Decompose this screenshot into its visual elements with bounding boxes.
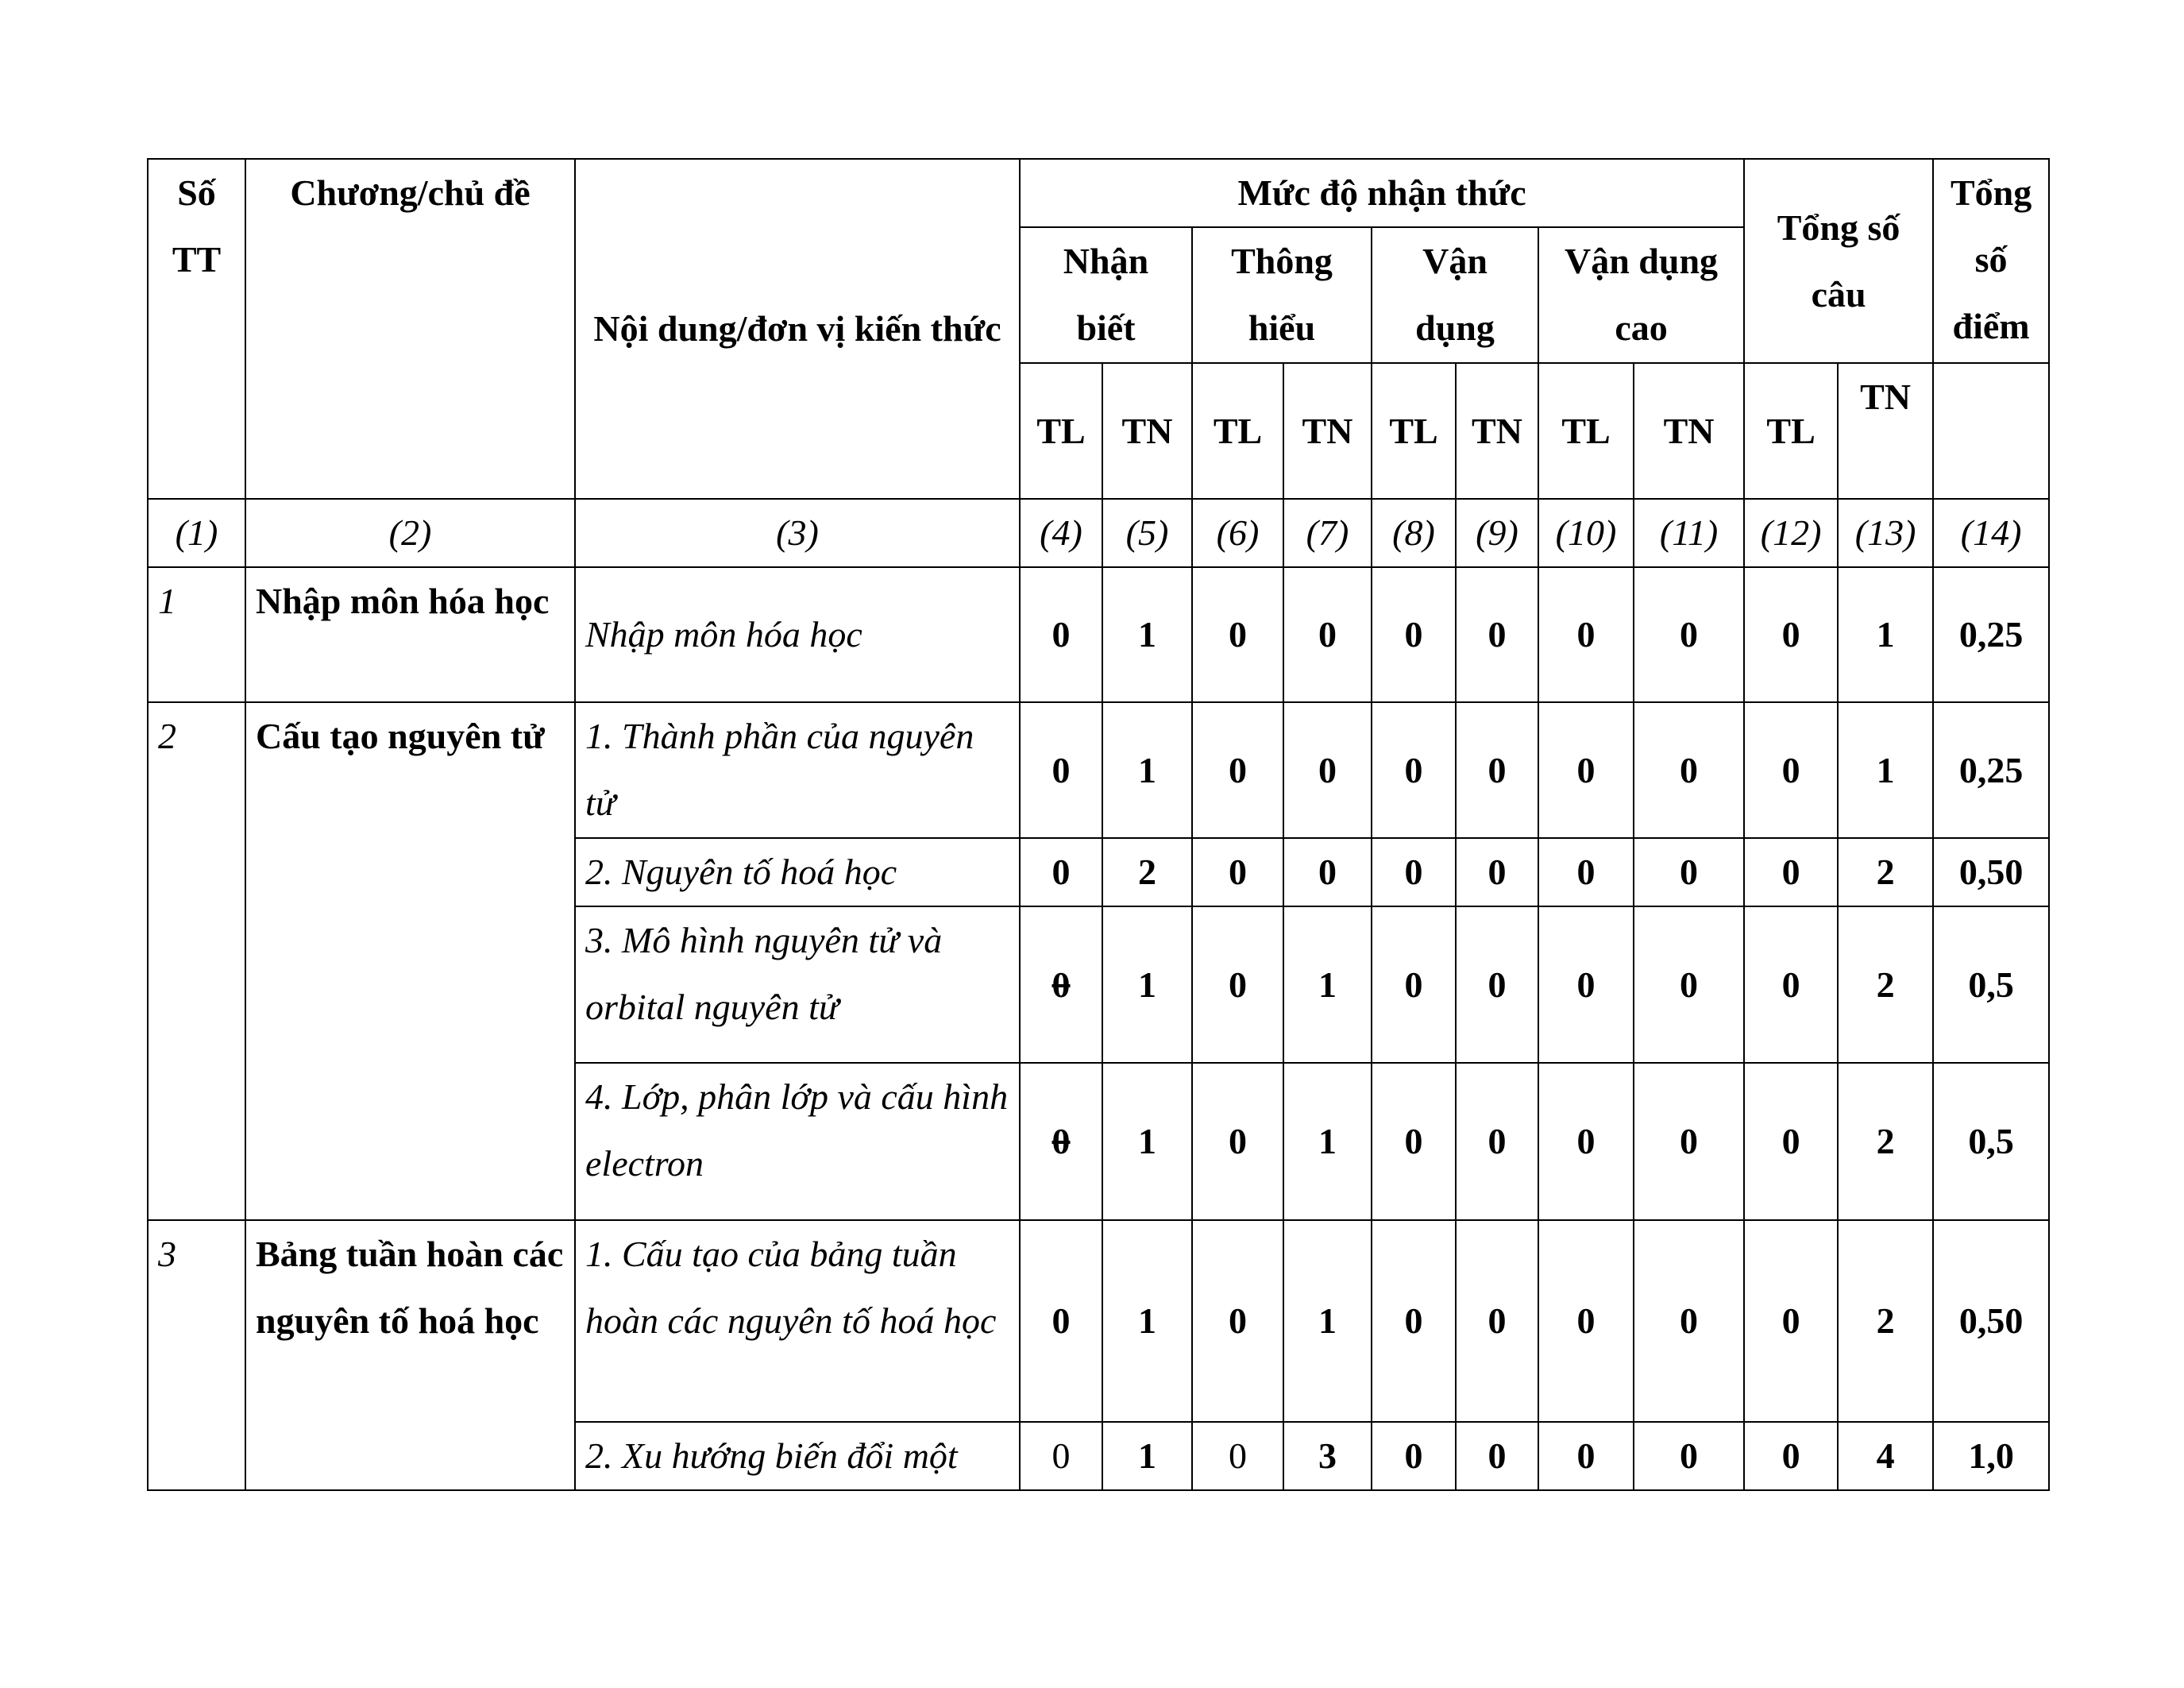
count-value: 2: [1838, 838, 1933, 906]
column-index: (14): [1933, 499, 2049, 567]
count-value: 1: [1838, 567, 1933, 702]
count-value: 3: [1283, 1422, 1372, 1490]
count-value: 1: [1102, 1220, 1192, 1422]
header-row-1: [148, 159, 2049, 227]
count-value: 0: [1538, 702, 1634, 838]
count-value: 0: [1634, 567, 1744, 702]
count-value: 0: [1744, 1063, 1838, 1220]
subheader-tl: TL: [1538, 363, 1634, 499]
count-value: 0: [1020, 838, 1102, 906]
column-index: (9): [1456, 499, 1538, 567]
count-value: 0: [1744, 838, 1838, 906]
content-unit: 4. Lớp, phân lớp và cấu hình electron: [575, 1063, 1020, 1220]
count-value: 4: [1838, 1422, 1933, 1490]
count-value: 0: [1456, 838, 1538, 906]
chapter-name: Bảng tuần hoàn các nguyên tố hoá học: [245, 1220, 575, 1490]
subheader-tn: TN: [1102, 363, 1192, 499]
count-value: 0: [1020, 1220, 1102, 1422]
count-value: 0: [1372, 906, 1456, 1063]
subheader-tn: TN: [1283, 363, 1372, 499]
table-row: [148, 702, 2049, 838]
count-value: 0: [1634, 1422, 1744, 1490]
count-value: 1: [1283, 906, 1372, 1063]
count-value: 0: [1192, 1063, 1283, 1220]
total-points-value: 0,5: [1933, 906, 2049, 1063]
count-value: 0: [1192, 1220, 1283, 1422]
subheader-tl: TL: [1744, 363, 1838, 499]
index-row: [148, 499, 2049, 567]
count-value: 0: [1020, 702, 1102, 838]
header-level-understand: Thông hiểu: [1192, 227, 1372, 363]
column-index: (1): [148, 499, 245, 567]
count-value: 0: [1192, 1422, 1283, 1490]
column-index: (13): [1838, 499, 1933, 567]
count-value: 0: [1020, 567, 1102, 702]
count-value: 0: [1456, 1063, 1538, 1220]
count-value: 0: [1634, 702, 1744, 838]
count-value: 0: [1192, 906, 1283, 1063]
total-points-value: 0,25: [1933, 567, 2049, 702]
content-unit: 3. Mô hình nguyên tử và orbital nguyên tử: [575, 906, 1020, 1063]
count-value: 0: [1283, 567, 1372, 702]
count-value: 1: [1838, 702, 1933, 838]
count-value: 0: [1538, 567, 1634, 702]
content-unit: 1. Cấu tạo của bảng tuần hoàn các nguyên tố hoá học: [575, 1220, 1020, 1422]
count-value: 0: [1192, 838, 1283, 906]
header-empty-cell: [1933, 363, 2049, 499]
subheader-tl: TL: [1192, 363, 1283, 499]
count-value: 0: [1634, 906, 1744, 1063]
count-value: 2: [1838, 1063, 1933, 1220]
count-value: 1: [1283, 1220, 1372, 1422]
row-number: 3: [148, 1220, 245, 1490]
count-value: 0: [1456, 567, 1538, 702]
chapter-name: Nhập môn hóa học: [245, 567, 575, 702]
column-index: (12): [1744, 499, 1838, 567]
subheader-tn: TN: [1634, 363, 1744, 499]
column-index: (11): [1634, 499, 1744, 567]
count-value: 0: [1538, 1422, 1634, 1490]
count-value: 2: [1838, 906, 1933, 1063]
count-value: 0: [1020, 1422, 1102, 1490]
count-value: 0: [1538, 906, 1634, 1063]
count-value: 0: [1192, 567, 1283, 702]
count-value: 0: [1744, 567, 1838, 702]
count-value: 1: [1102, 906, 1192, 1063]
total-points-value: 0,25: [1933, 702, 2049, 838]
subheader-tl: TL: [1020, 363, 1102, 499]
total-points-value: 1,0: [1933, 1422, 2049, 1490]
table-row: [148, 1220, 2049, 1422]
header-content: Nội dung/đơn vị kiến thức: [575, 159, 1020, 499]
header-level-apply-high: Vận dụng cao: [1538, 227, 1744, 363]
count-value: 0: [1538, 838, 1634, 906]
column-index: (8): [1372, 499, 1456, 567]
content-unit: 2. Xu hướng biến đổi một: [575, 1422, 1020, 1490]
header-stt: Số TT: [148, 159, 245, 499]
content-unit: Nhập môn hóa học: [575, 567, 1020, 702]
count-value: 1: [1102, 702, 1192, 838]
table-row: [148, 567, 2049, 702]
row-number: 2: [148, 702, 245, 1220]
count-value: 0: [1634, 1220, 1744, 1422]
column-index: (7): [1283, 499, 1372, 567]
count-value: 0: [1634, 1063, 1744, 1220]
subheader-tn: TN: [1456, 363, 1538, 499]
count-value: 0: [1744, 1422, 1838, 1490]
count-value: 0: [1372, 1063, 1456, 1220]
exam-matrix-table: [147, 158, 2050, 1491]
row-number: 1: [148, 567, 245, 702]
chapter-name: Cấu tạo nguyên tử: [245, 702, 575, 1220]
count-value: 1: [1102, 1063, 1192, 1220]
count-value: 0: [1283, 838, 1372, 906]
count-value: 0: [1020, 906, 1102, 1063]
count-value: 0: [1372, 1220, 1456, 1422]
column-index: (5): [1102, 499, 1192, 567]
count-value: 0: [1744, 906, 1838, 1063]
count-value: 0: [1020, 1063, 1102, 1220]
header-total-questions: Tổng số câu: [1744, 159, 1933, 363]
count-value: 0: [1456, 906, 1538, 1063]
column-index: (6): [1192, 499, 1283, 567]
column-index: (4): [1020, 499, 1102, 567]
column-index: (3): [575, 499, 1020, 567]
count-value: 2: [1838, 1220, 1933, 1422]
total-points-value: 0,5: [1933, 1063, 2049, 1220]
header-total-points: Tổng số điểm: [1933, 159, 2049, 363]
count-value: 0: [1372, 567, 1456, 702]
count-value: 0: [1456, 702, 1538, 838]
count-value: 1: [1102, 1422, 1192, 1490]
count-value: 0: [1744, 702, 1838, 838]
count-value: 0: [1192, 702, 1283, 838]
count-value: 0: [1456, 1220, 1538, 1422]
content-unit: 1. Thành phần của nguyên tử: [575, 702, 1020, 838]
total-points-value: 0,50: [1933, 838, 2049, 906]
header-levels-title: Mức độ nhận thức: [1020, 159, 1744, 227]
subheader-tl: TL: [1372, 363, 1456, 499]
count-value: 0: [1372, 838, 1456, 906]
header-level-apply: Vận dụng: [1372, 227, 1538, 363]
column-index: (2): [245, 499, 575, 567]
column-index: (10): [1538, 499, 1634, 567]
count-value: 0: [1744, 1220, 1838, 1422]
subheader-tn: TN: [1838, 363, 1933, 499]
header-chapter: Chương/chủ đề: [245, 159, 575, 499]
header-level-recognize: Nhận biết: [1020, 227, 1192, 363]
total-points-value: 0,50: [1933, 1220, 2049, 1422]
count-value: 0: [1538, 1063, 1634, 1220]
count-value: 0: [1456, 1422, 1538, 1490]
content-unit: 2. Nguyên tố hoá học: [575, 838, 1020, 906]
count-value: 1: [1283, 1063, 1372, 1220]
count-value: 2: [1102, 838, 1192, 906]
count-value: 0: [1538, 1220, 1634, 1422]
count-value: 0: [1283, 702, 1372, 838]
count-value: 0: [1372, 1422, 1456, 1490]
count-value: 0: [1372, 702, 1456, 838]
count-value: 1: [1102, 567, 1192, 702]
count-value: 0: [1634, 838, 1744, 906]
